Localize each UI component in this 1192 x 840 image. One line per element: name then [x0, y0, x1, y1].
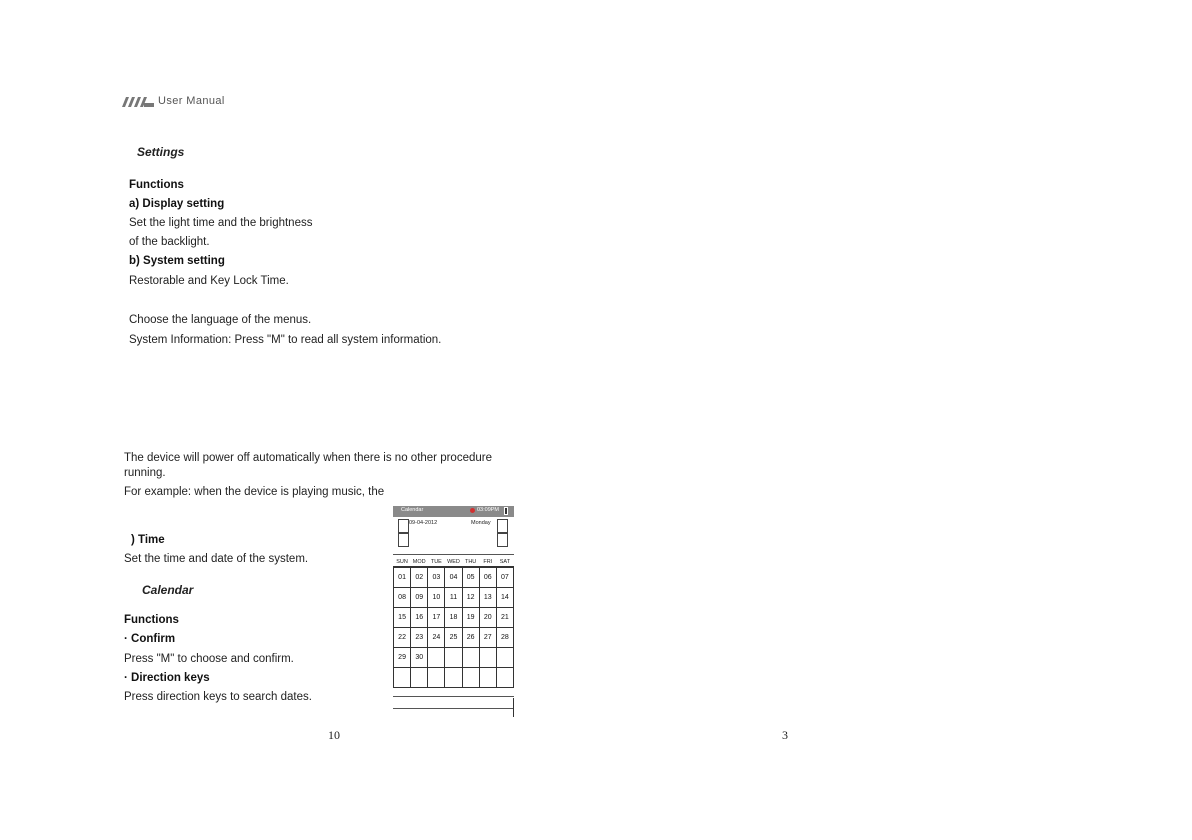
- calendar-day-cell[interactable]: 19: [462, 608, 479, 628]
- time-heading: ) Time: [131, 534, 165, 546]
- weekday-spinner-down[interactable]: [497, 533, 508, 547]
- calendar-status-bar: [393, 506, 514, 517]
- calendar-divider: [393, 554, 514, 555]
- time-text: Set the time and date of the system.: [124, 553, 309, 565]
- calendar-title: Calendar: [142, 583, 194, 597]
- calendar-edge-line: [513, 698, 514, 717]
- calendar-day-cell[interactable]: [428, 648, 445, 668]
- calendar-day-cell[interactable]: 14: [496, 588, 513, 608]
- calendar-day-cell[interactable]: 11: [445, 588, 462, 608]
- system-setting-text: Restorable and Key Lock Time.: [129, 275, 289, 287]
- calendar-day-cell[interactable]: 04: [445, 567, 462, 588]
- calendar-day-cell[interactable]: [394, 668, 411, 688]
- calendar-day-cell[interactable]: 15: [394, 608, 411, 628]
- calendar-day-cell[interactable]: 26: [462, 628, 479, 648]
- weekday-header: THU: [464, 558, 477, 565]
- calendar-day-cell[interactable]: 20: [479, 608, 496, 628]
- calendar-day-cell[interactable]: 25: [445, 628, 462, 648]
- display-setting-text-2: of the backlight.: [129, 236, 210, 248]
- calendar-screen-title: Calendar: [401, 507, 424, 513]
- calendar-day-cell[interactable]: 06: [479, 567, 496, 588]
- system-information-text: System Information: Press "M" to read all system information.: [129, 334, 442, 346]
- calendar-day-cell[interactable]: [496, 668, 513, 688]
- calendar-weekday: Monday: [471, 520, 491, 526]
- weekday-header: TUE: [430, 558, 442, 565]
- calendar-day-cell[interactable]: 08: [394, 588, 411, 608]
- confirm-heading: · Confirm: [124, 633, 176, 645]
- calendar-day-cell[interactable]: [445, 668, 462, 688]
- calendar-footer-line: [393, 696, 514, 697]
- weekday-header: MOD: [412, 558, 426, 565]
- calendar-day-cell[interactable]: 22: [394, 628, 411, 648]
- calendar-day-cell[interactable]: 30: [411, 648, 428, 668]
- calendar-day-cell[interactable]: 17: [428, 608, 445, 628]
- power-off-text-1: The device will power off automatically when there is no other procedure: [124, 452, 492, 464]
- weekday-header: SAT: [499, 558, 511, 565]
- example-text: For example: when the device is playing music, the: [124, 486, 385, 498]
- weekday-header: FRI: [483, 558, 493, 565]
- calendar-day-cell[interactable]: 02: [411, 567, 428, 588]
- calendar-day-cell[interactable]: 23: [411, 628, 428, 648]
- system-setting-heading: b) System setting: [129, 255, 225, 267]
- date-spinner-up[interactable]: [398, 519, 409, 533]
- calendar-day-cell[interactable]: 10: [428, 588, 445, 608]
- functions-heading: Functions: [129, 179, 184, 191]
- calendar-day-cell[interactable]: 07: [496, 567, 513, 588]
- battery-icon: [504, 507, 508, 515]
- calendar-day-cell[interactable]: [428, 668, 445, 688]
- calendar-day-cell[interactable]: 09: [411, 588, 428, 608]
- calendar-day-cell[interactable]: [445, 648, 462, 668]
- weekday-spinner-up[interactable]: [497, 519, 508, 533]
- calendar-day-cell[interactable]: [479, 668, 496, 688]
- calendar-functions-heading: Functions: [124, 614, 179, 626]
- manual-title: User Manual: [158, 95, 225, 107]
- power-off-text-2: running.: [124, 467, 166, 479]
- calendar-grid: [393, 557, 514, 688]
- calendar-day-cell[interactable]: [479, 648, 496, 668]
- calendar-footer-line: [393, 708, 514, 709]
- weekday-header: WED: [447, 558, 460, 565]
- calendar-day-cell[interactable]: 05: [462, 567, 479, 588]
- calendar-day-cell[interactable]: 24: [428, 628, 445, 648]
- calendar-day-cell[interactable]: 28: [496, 628, 513, 648]
- calendar-clock: 03:09PM: [477, 507, 500, 513]
- calendar-day-cell[interactable]: [462, 668, 479, 688]
- calendar-date: 09-04-2012: [409, 520, 438, 526]
- calendar-day-cell[interactable]: 27: [479, 628, 496, 648]
- display-setting-text-1: Set the light time and the brightness: [129, 217, 313, 229]
- calendar-day-cell[interactable]: 29: [394, 648, 411, 668]
- calendar-day-cell[interactable]: 12: [462, 588, 479, 608]
- date-spinner-down[interactable]: [398, 533, 409, 547]
- direction-keys-heading: · Direction keys: [124, 672, 210, 684]
- left-page-number: 10: [328, 728, 340, 742]
- language-text: Choose the language of the menus.: [129, 314, 312, 326]
- direction-keys-text: Press direction keys to search dates.: [124, 691, 312, 703]
- calendar-day-cell[interactable]: [462, 648, 479, 668]
- alarm-icon: [470, 508, 475, 513]
- weekday-header: SUN: [396, 558, 408, 565]
- calendar-day-cell[interactable]: 18: [445, 608, 462, 628]
- right-page-number: 3: [782, 728, 788, 742]
- brand-logo-icon: [122, 97, 154, 107]
- calendar-day-cell[interactable]: 01: [394, 567, 411, 588]
- calendar-day-cell[interactable]: [496, 648, 513, 668]
- settings-title: Settings: [137, 145, 185, 159]
- confirm-text: Press "M" to choose and confirm.: [124, 653, 294, 665]
- calendar-day-cell[interactable]: [411, 668, 428, 688]
- calendar-day-cell[interactable]: 13: [479, 588, 496, 608]
- display-setting-heading: a) Display setting: [129, 198, 225, 210]
- calendar-day-cell[interactable]: 16: [411, 608, 428, 628]
- calendar-day-cell[interactable]: 21: [496, 608, 513, 628]
- calendar-day-cell[interactable]: 03: [428, 567, 445, 588]
- calendar-screen: [393, 506, 514, 717]
